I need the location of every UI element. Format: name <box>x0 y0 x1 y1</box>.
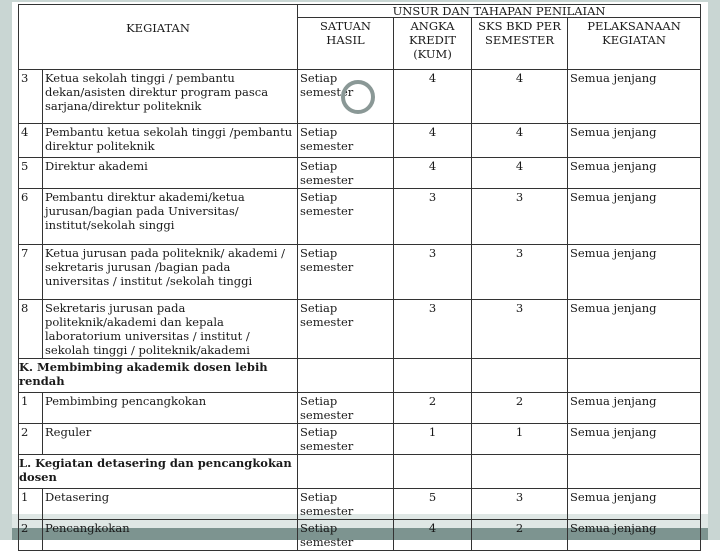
row-satuan: Setiap semester <box>298 520 394 551</box>
row-no: 4 <box>19 124 43 158</box>
header-group-row <box>19 5 701 18</box>
row-kegiatan: Pembimbing pencangkokan <box>43 393 298 424</box>
header-satuan: SATUAN HASIL <box>298 18 394 70</box>
row-satuan: Setiap semester <box>298 489 394 520</box>
empty-cell <box>568 455 701 489</box>
row-pelaksanaan: Semua jenjang <box>568 520 701 551</box>
frame-top <box>12 0 708 2</box>
row-satuan: Setiap semester <box>298 70 394 124</box>
row-kegiatan: Sekretaris jurusan pada politeknik/akademi dan kepala laboratorium universitas / institut / sekolah tinggi / politeknik/akademi <box>43 300 298 359</box>
row-angka: 5 <box>394 489 472 520</box>
empty-cell <box>472 359 568 393</box>
row-angka: 2 <box>394 393 472 424</box>
frame-left <box>0 0 12 540</box>
row-no: 2 <box>19 520 43 551</box>
row-pelaksanaan: Semua jenjang <box>568 70 701 124</box>
row-no: 7 <box>19 245 43 300</box>
row-kegiatan: Pencangkokan <box>43 520 298 551</box>
row-no: 6 <box>19 189 43 245</box>
row-pelaksanaan: Semua jenjang <box>568 393 701 424</box>
row-pelaksanaan: Semua jenjang <box>568 158 701 189</box>
row-satuan: Setiap semester <box>298 393 394 424</box>
header-sks: SKS BKD PER SEMESTER <box>472 18 568 70</box>
row-sks: 2 <box>472 520 568 551</box>
row-no: 5 <box>19 158 43 189</box>
row-angka: 4 <box>394 124 472 158</box>
header-kegiatan: KEGIATAN <box>19 5 298 70</box>
row-satuan: Setiap semester <box>298 300 394 359</box>
row-sks: 4 <box>472 124 568 158</box>
table-row <box>19 245 701 300</box>
row-pelaksanaan: Semua jenjang <box>568 124 701 158</box>
row-pelaksanaan: Semua jenjang <box>568 300 701 359</box>
row-kegiatan: Direktur akademi <box>43 158 298 189</box>
table-row <box>19 124 701 158</box>
row-sks: 3 <box>472 489 568 520</box>
row-sks: 4 <box>472 70 568 124</box>
row-angka: 3 <box>394 189 472 245</box>
section-l-title: L. Kegiatan detasering dan pencangkokan dosen <box>19 455 298 489</box>
row-angka: 1 <box>394 424 472 455</box>
header-group-title: UNSUR DAN TAHAPAN PENILAIAN <box>298 5 701 18</box>
decorative-circle <box>341 80 375 114</box>
row-sks: 1 <box>472 424 568 455</box>
frame-right <box>708 0 720 540</box>
row-sks: 4 <box>472 158 568 189</box>
table-row <box>19 189 701 245</box>
row-satuan: Setiap semester <box>298 245 394 300</box>
row-no: 8 <box>19 300 43 359</box>
row-pelaksanaan: Semua jenjang <box>568 245 701 300</box>
row-kegiatan: Ketua jurusan pada politeknik/ akademi / sekretaris jurusan /bagian pada universitas / institut /sekolah tinggi <box>43 245 298 300</box>
table-row <box>19 393 701 424</box>
empty-cell <box>394 359 472 393</box>
table-row <box>19 300 701 359</box>
row-kegiatan: Ketua sekolah tinggi / pembantu dekan/asisten direktur program pasca sarjana/direktur politeknik <box>43 70 298 124</box>
section-header-row <box>19 455 701 489</box>
row-pelaksanaan: Semua jenjang <box>568 489 701 520</box>
section-header-row <box>19 359 701 393</box>
row-angka: 4 <box>394 520 472 551</box>
row-kegiatan: Pembantu direktur akademi/ketua jurusan/bagian pada Universitas/ institut/sekolah singgi <box>43 189 298 245</box>
row-sks: 3 <box>472 189 568 245</box>
row-angka: 4 <box>394 158 472 189</box>
table-row <box>19 424 701 455</box>
row-satuan: Setiap semester <box>298 424 394 455</box>
table-row <box>19 158 701 189</box>
empty-cell <box>568 359 701 393</box>
empty-cell <box>298 359 394 393</box>
row-no: 1 <box>19 393 43 424</box>
empty-cell <box>298 455 394 489</box>
row-pelaksanaan: Semua jenjang <box>568 189 701 245</box>
row-angka: 3 <box>394 300 472 359</box>
row-angka: 4 <box>394 70 472 124</box>
row-satuan: Setiap semester <box>298 158 394 189</box>
row-kegiatan: Detasering <box>43 489 298 520</box>
section-k-title: K. Membimbing akademik dosen lebih rendah <box>19 359 298 393</box>
table-row <box>19 489 701 520</box>
row-kegiatan: Reguler <box>43 424 298 455</box>
empty-cell <box>394 455 472 489</box>
row-pelaksanaan: Semua jenjang <box>568 424 701 455</box>
row-no: 2 <box>19 424 43 455</box>
table-row <box>19 520 701 551</box>
row-kegiatan: Pembantu ketua sekolah tinggi /pembantu direktur politeknik <box>43 124 298 158</box>
row-satuan: Setiap semester <box>298 124 394 158</box>
header-pelaksanaan: PELAKSANAAN KEGIATAN <box>568 18 701 70</box>
row-no: 3 <box>19 70 43 124</box>
header-angka: ANGKA KREDIT (KUM) <box>394 18 472 70</box>
row-no: 1 <box>19 489 43 520</box>
row-angka: 3 <box>394 245 472 300</box>
row-sks: 2 <box>472 393 568 424</box>
row-sks: 3 <box>472 300 568 359</box>
empty-cell <box>472 455 568 489</box>
row-satuan: Setiap semester <box>298 189 394 245</box>
row-sks: 3 <box>472 245 568 300</box>
